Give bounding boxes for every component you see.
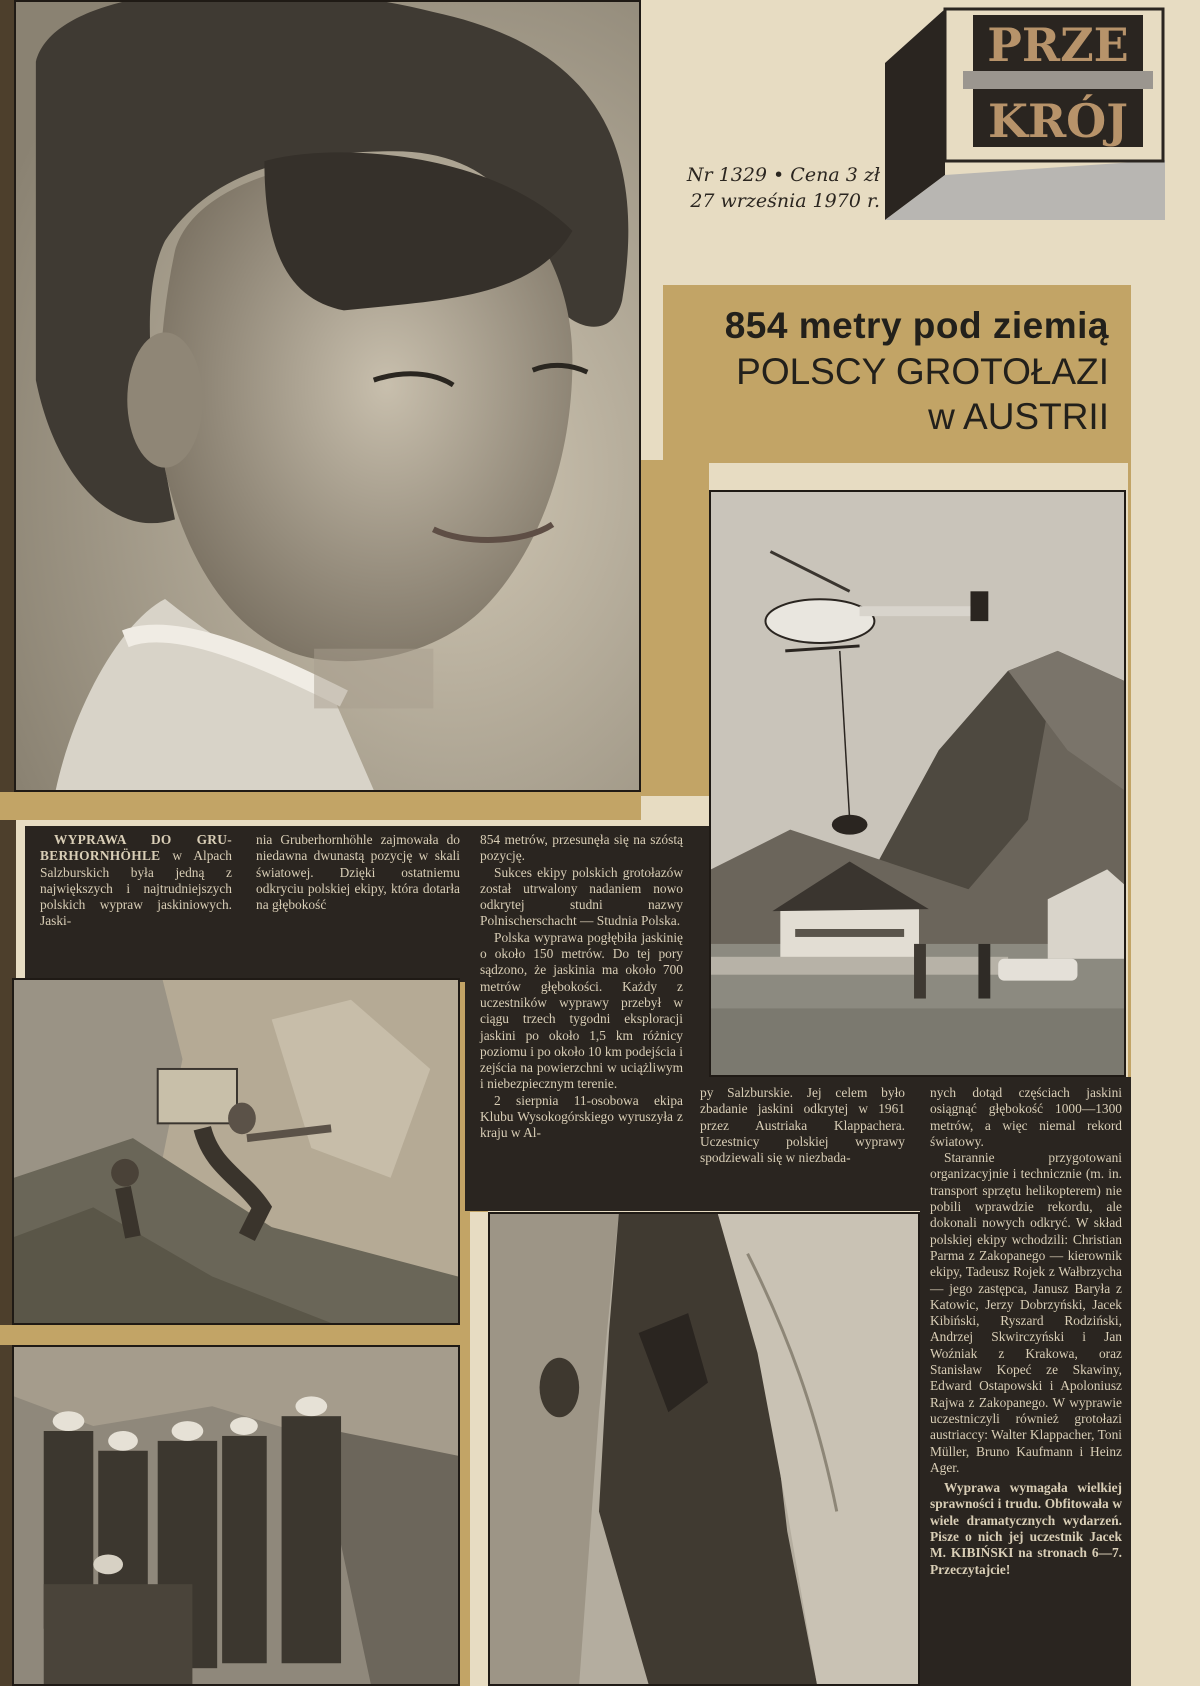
article-col5-p1: nych dotąd częściach jaskini osiągnąć głębokość 1000—1300 metrów, a więc niemal rekord światowy.	[930, 1085, 1122, 1149]
issue-date: 27 września 1970 r.	[690, 190, 880, 212]
article-column-4	[700, 1085, 905, 1166]
article-col5-p2: Starannie przygotowani organizacyjnie i technicznie (m. in. transport sprzętu helikopterem) nie pobili wprawdzie rekordu, ale dokonali nowych odkryć. W skład polskiej ekipy wchodzili: Christian Parma z Zakopanego — kierownik ekipy, Tadeusz Rojek z Wałbrzycha — jego zastępca, Janusz Baryła z Katowic, Jerzy Dobrzyński, Jacek Kibiński, Ryszard Rodziński, Andrzej Skwirczyński i Jan Woźniak z Krakowa, oraz Stanisław Kopeć ze Skawiny, Edward Ostapowski i Apoloniusz Rajwa z Zakopanego. W wyprawie uczestniczyli również grotołazi austriaccy: Walter Klappacher, Toni Müller, Bruno Kaufmann i Heinz Ager.	[930, 1150, 1122, 1475]
article-col3-p3: Polska wyprawa pogłębiła jaskinię o około 150 metrów. Do tej pory sądzono, że jaskinia ma około 700 metrów głębokości. Każdy z uczestników wyprawy przebył w ciągu trzech tygodni eksploracji jaskini po około 1,5 km różnicy poziomu i po około 10 km podejścia i zejścia na powierzchni w uciążliwym i niebezpiecznym terenie.	[480, 929, 683, 1092]
article-lead: WYPRAWA DO GRU-BERHORNHÖHLE	[40, 832, 232, 864]
article-col3-p4: 2 sierpnia 11-osobowa ekipa Klubu Wysokogórskiego wyruszyła z kraju w Al-	[480, 1092, 683, 1141]
article-column-1	[40, 832, 232, 930]
article-column-5	[930, 1085, 1122, 1578]
article-col1-text: w Alpach Salzburskich była jedną z największych i najtrudniejszych polskich wypraw jaskiniowych. Jaski-	[40, 848, 232, 929]
logo-text-bottom: KRÓJ	[987, 94, 1129, 148]
article-col3-p1: 854 metrów, przesunęła się na szóstą pozycję.	[480, 832, 683, 864]
headline-line-3: w AUSTRII	[928, 396, 1109, 437]
portrait-photo	[14, 0, 641, 792]
article-col3-p2: Sukces ekipy polskich grotołazów został utrwalony nadaniem nowo odkrytej studni nazwy Polnischerschacht — Studnia Polska.	[480, 864, 683, 929]
helicopter-photo	[709, 490, 1126, 1077]
logo-text-top: PRZE	[987, 18, 1129, 72]
article-col5-p3: Wyprawa wymagała wielkiej sprawności i trudu. Obfitowała w wiele dramatycznych wydarzeń. Pisze o nich jej uczestnik Jacek M. KIBIŃSKI na stronach 6—7. Przeczytajcie!	[930, 1480, 1122, 1577]
tan-band-middle	[641, 460, 709, 796]
headline-line-1: 854 metry pod ziemią	[724, 305, 1109, 346]
przekroj-logo	[885, 5, 1165, 227]
cave-shaft-photo	[488, 1212, 920, 1686]
article-col2-text: nia Gruberhornhöhle zajmowała do niedawna dwunastą pozycję w skali światowej. Dzięki ostatniemu odkryciu polskiej ekipy, która dotarła na głębokość	[256, 832, 460, 913]
issue-info	[670, 162, 880, 214]
tan-band-mid-left	[0, 792, 641, 820]
tan-band-right	[1128, 460, 1131, 1080]
article-column-2	[256, 832, 460, 913]
issue-number: Nr 1329 • Cena 3 zł	[686, 164, 880, 186]
headline-line-2: POLSCY GROTOŁAZI	[736, 351, 1109, 392]
tan-band-between	[0, 1325, 465, 1345]
headline-block	[663, 285, 1131, 463]
article-column-3	[480, 832, 683, 1142]
article-col4-text: py Salzburskie. Jej celem było zbadanie jaskini odkrytej w 1961 przez Austriaka Klappachera. Uczestnicy polskiej wyprawy spodziewali się w niezbada-	[700, 1085, 905, 1166]
climber-photo	[12, 978, 460, 1325]
group-photo	[12, 1345, 460, 1686]
